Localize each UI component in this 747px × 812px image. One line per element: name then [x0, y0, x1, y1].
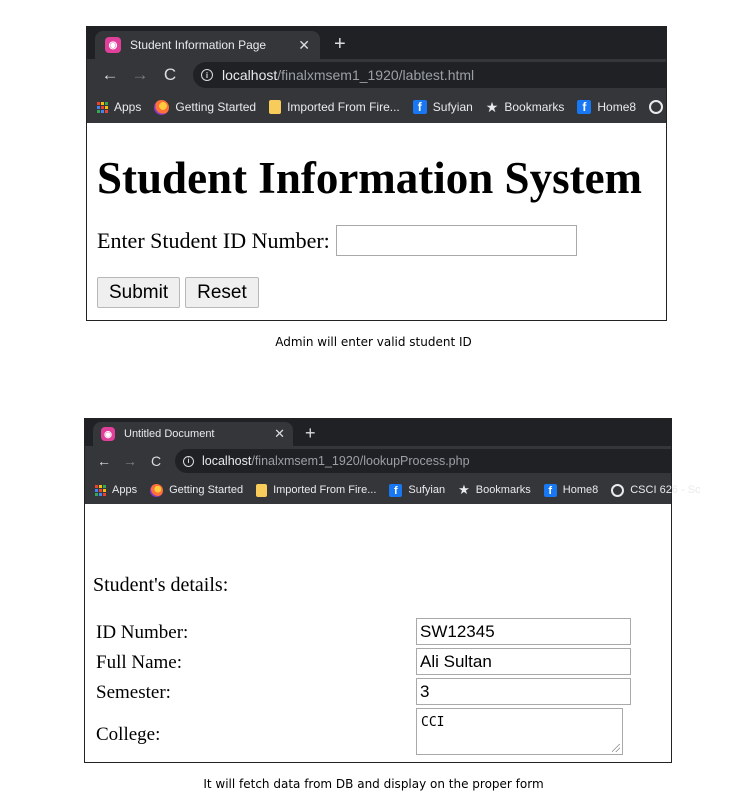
full-name-label: Full Name: — [96, 652, 183, 673]
page-content — [85, 504, 671, 764]
bookmark-label: Home8 — [597, 100, 637, 114]
student-id-label: Enter Student ID Number: — [97, 227, 330, 253]
tab-strip — [85, 419, 671, 446]
bookmark-home8[interactable] — [577, 100, 636, 114]
bookmark-getting-started[interactable] — [150, 484, 243, 497]
bookmark-label: Bookmarks — [504, 100, 565, 114]
form-buttons — [97, 277, 656, 308]
page-title: Student Information System — [97, 153, 643, 203]
new-tab-icon[interactable]: + — [305, 423, 316, 443]
college-value: CCI — [421, 715, 445, 730]
folder-icon — [256, 484, 267, 497]
back-arrow-icon[interactable]: ← — [101, 65, 119, 84]
bookmark-label: Home8 — [562, 484, 599, 496]
apps-grid-icon — [95, 485, 106, 496]
bookmark-sufyian[interactable] — [413, 100, 473, 114]
bookmark-csci-626[interactable] — [611, 484, 700, 497]
caption-bottom: It will fetch data from DB and display on the proper form — [203, 777, 544, 791]
firefox-icon — [150, 484, 163, 497]
bookmark-label: Bookmarks — [475, 484, 531, 496]
bookmark-imported-from-firefox[interactable] — [269, 100, 400, 114]
student-id-input[interactable] — [336, 225, 577, 256]
college-textarea[interactable] — [416, 708, 623, 755]
forward-arrow-icon[interactable]: → — [131, 65, 149, 84]
tab-strip — [87, 27, 666, 59]
star-icon: ★ — [458, 482, 470, 497]
firefox-icon — [154, 100, 169, 115]
address-toolbar — [85, 446, 671, 476]
bookmarks-bar — [87, 91, 666, 123]
bookmark-label: Sufyian — [432, 100, 473, 114]
caption-top: Admin will enter valid student ID — [275, 335, 472, 349]
facebook-icon: f — [544, 484, 557, 497]
bookmark-apps[interactable] — [97, 100, 141, 114]
resize-grip-icon[interactable] — [612, 744, 620, 752]
info-icon[interactable]: i — [201, 69, 213, 81]
close-tab-icon[interactable]: ✕ — [274, 426, 285, 441]
bookmark-getting-started[interactable] — [154, 100, 256, 115]
bookmark-imported-from-firefox[interactable] — [256, 484, 376, 497]
bookmark-label: Apps — [112, 484, 138, 496]
bookmark-label: Imported From Fire... — [287, 100, 400, 114]
bookmark-apps[interactable] — [95, 484, 137, 496]
reload-icon[interactable]: C — [163, 65, 177, 84]
forward-arrow-icon[interactable]: → — [123, 453, 137, 469]
bookmark-label: CSCI 626 - Sc — [630, 484, 701, 496]
url-path: /finalxmsem1_1920/lookupProcess.php — [251, 454, 470, 468]
address-bar[interactable] — [175, 449, 671, 473]
tab-title: Untitled Document — [124, 428, 215, 440]
facebook-icon: f — [413, 100, 427, 114]
browser-window-labtest — [86, 26, 667, 321]
url-host: localhost — [222, 67, 278, 83]
bookmark-label: Getting Started — [169, 484, 244, 496]
id-number-field[interactable] — [416, 618, 631, 645]
bookmark-label: Sufyian — [408, 484, 446, 496]
submit-button[interactable]: Submit — [97, 277, 180, 308]
reset-button[interactable]: Reset — [185, 277, 259, 308]
star-icon: ★ — [485, 98, 499, 115]
browser-favicon-icon: ◉ — [101, 427, 115, 441]
tab-student-information-page[interactable] — [95, 31, 320, 59]
bookmark-bookmarks[interactable] — [486, 99, 565, 116]
reload-icon[interactable]: C — [150, 453, 162, 469]
new-tab-icon[interactable]: + — [334, 33, 346, 55]
semester-field[interactable] — [416, 678, 631, 705]
bookmark-bookmarks[interactable] — [458, 482, 531, 498]
tab-title: Student Information Page — [130, 38, 267, 52]
semester-label: Semester: — [96, 682, 171, 703]
url-path: /finalxmsem1_1920/labtest.html — [277, 67, 475, 83]
full-name-field[interactable] — [416, 648, 631, 675]
details-title: Student's details: — [93, 574, 229, 596]
college-label: College: — [96, 724, 161, 745]
url-host: localhost — [202, 454, 252, 468]
info-icon[interactable]: i — [183, 456, 194, 467]
globe-icon[interactable] — [649, 100, 663, 114]
folder-icon — [269, 100, 281, 114]
id-number-label: ID Number: — [96, 622, 189, 643]
page-content — [87, 123, 666, 308]
student-id-row — [97, 225, 656, 256]
back-arrow-icon[interactable]: ← — [97, 453, 111, 469]
address-toolbar — [87, 59, 666, 91]
browser-window-lookup — [84, 418, 701, 763]
facebook-icon: f — [577, 100, 591, 114]
bookmark-home8[interactable] — [544, 484, 598, 497]
bookmark-label: Imported From Fire... — [273, 484, 377, 496]
close-tab-icon[interactable]: ✕ — [298, 36, 310, 53]
bookmarks-bar — [85, 476, 701, 504]
globe-icon — [611, 484, 624, 497]
browser-favicon-icon: ◉ — [105, 37, 121, 53]
bookmark-label: Getting Started — [175, 100, 257, 114]
bookmark-sufyian[interactable] — [389, 484, 445, 497]
bookmark-label: Apps — [114, 100, 142, 114]
facebook-icon: f — [389, 484, 402, 497]
apps-grid-icon — [97, 102, 108, 113]
address-bar[interactable] — [193, 62, 666, 88]
tab-untitled-document[interactable] — [93, 422, 293, 446]
